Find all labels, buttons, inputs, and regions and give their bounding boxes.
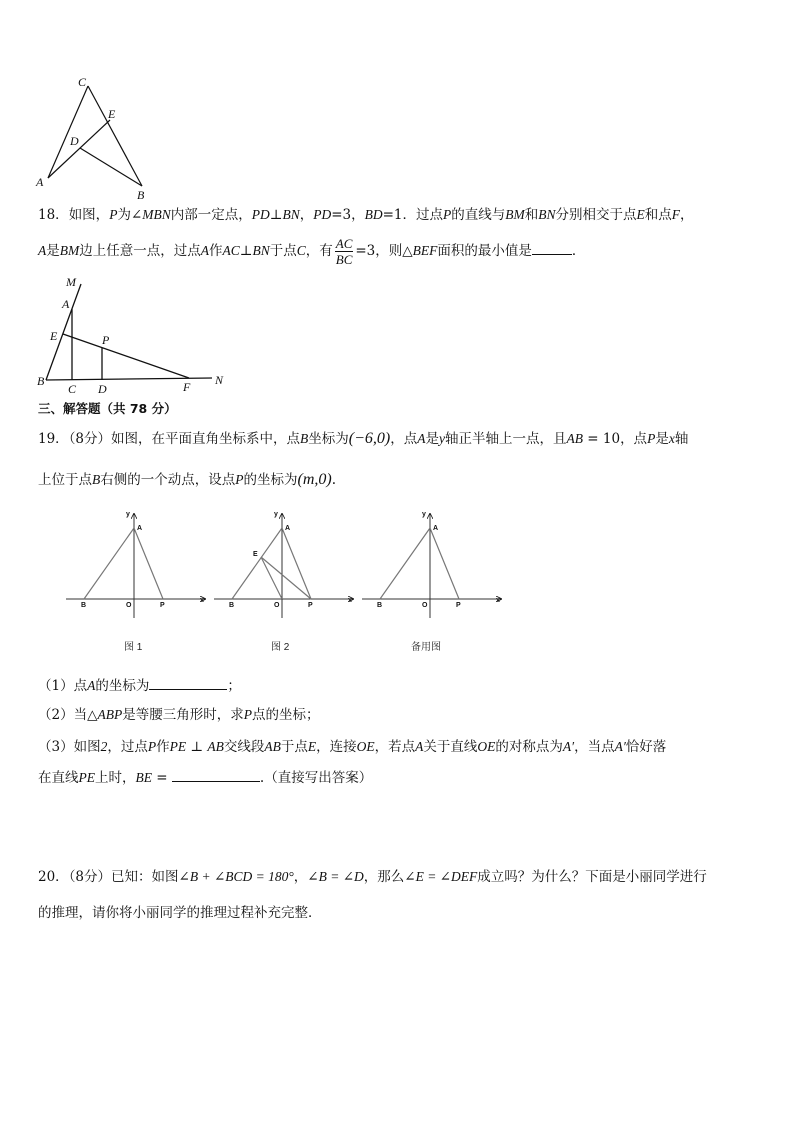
answer-blank-19-3[interactable] bbox=[172, 767, 260, 782]
fig3-label-a: A bbox=[433, 525, 439, 532]
fig2-label-o: O bbox=[274, 602, 280, 609]
q18-line-2: A是BM边上任意一点，过点A作AC⊥BN于点C，有 $\frac{AC}{BC}$ =3，则△BEF面积的最小值是 ． bbox=[38, 236, 586, 267]
label-e: E bbox=[50, 329, 58, 343]
segment-db bbox=[80, 148, 142, 186]
fraction-ac-bc: $\frac{AC}{BC}$ bbox=[335, 236, 353, 267]
label-d: D bbox=[70, 134, 79, 148]
label-c: C bbox=[68, 382, 77, 396]
fig2-label-y: y bbox=[274, 511, 278, 518]
q19-figures bbox=[60, 506, 510, 658]
label-b: B bbox=[137, 188, 145, 202]
label-b: B bbox=[37, 374, 45, 388]
fig1-label-o: O bbox=[126, 602, 132, 609]
answer-blank-19-1[interactable] bbox=[149, 675, 227, 690]
q19-sub-2: （2）当△ABP是等腰三角形时，求P点的坐标； bbox=[38, 707, 320, 723]
label-p: P bbox=[102, 333, 110, 347]
fig1-label-y: y bbox=[126, 511, 130, 518]
fig1-label-b: B bbox=[81, 602, 87, 609]
segment-ac bbox=[48, 86, 88, 178]
label-e: E bbox=[108, 107, 116, 121]
fig2-label-x: x bbox=[348, 597, 352, 604]
fig1-label-a: A bbox=[137, 525, 143, 532]
segment-cb bbox=[88, 86, 142, 186]
fig3-label-p: P bbox=[456, 602, 461, 609]
caption-figure-spare: 备用图 bbox=[411, 642, 441, 653]
label-c: C bbox=[78, 75, 87, 89]
label-f: F bbox=[183, 380, 191, 394]
segment-ae bbox=[48, 120, 110, 178]
q19-line-1: 19．（8分）如图，在平面直角坐标系中，点B坐标为(−6,0)，点A是y轴正半轴上一点，且AB = 10，点P是x轴 bbox=[38, 430, 689, 447]
fig3-label-o: O bbox=[422, 602, 428, 609]
q18-line-1: 18．如图，P为∠MBN内部一定点，PD⊥BN，PD=3，BD=1．过点P的直线与BM和BN分别相交于点E和点F， bbox=[38, 207, 694, 223]
fig2-label-a: A bbox=[285, 525, 291, 532]
q19-sub-3-line-1: （3）如图2，过点P作PE ⊥ AB交线段AB于点E，连接OE，若点A关于直线OE的对称点为A′，当点A′恰好落 bbox=[38, 739, 667, 755]
answer-blank-18[interactable] bbox=[532, 240, 572, 255]
section-3-heading: 三、解答题（共 78 分） bbox=[38, 401, 177, 416]
label-m: M bbox=[66, 275, 76, 289]
fig3-label-x: x bbox=[496, 597, 500, 604]
fig2-label-p: P bbox=[308, 602, 313, 609]
fig3-label-b: B bbox=[377, 602, 383, 609]
caption-figure-2: 图 2 bbox=[271, 642, 290, 653]
q18-figure bbox=[34, 274, 234, 398]
label-d: D bbox=[98, 382, 107, 396]
q19-line-2: 上位于点B右侧的一个动点，设点P的坐标为(m,0). bbox=[38, 471, 337, 488]
fig2-label-e: E bbox=[253, 551, 258, 558]
fig1-label-p: P bbox=[160, 602, 165, 609]
fig2-label-b: B bbox=[229, 602, 235, 609]
q20-line-2: 的推理，请你将小丽同学的推理过程补充完整． bbox=[38, 905, 322, 921]
fig1-label-x: x bbox=[200, 597, 204, 604]
q20-line-1: 20．（8分）已知：如图∠B + ∠BCD = 180°，∠B = ∠D，那么∠E = ∠DEF成立吗？为什么？下面是小丽同学进行 bbox=[38, 869, 707, 885]
figure-spare bbox=[362, 511, 501, 653]
q19-sub-1: （1）点A的坐标为 ； bbox=[38, 675, 241, 696]
label-a: A bbox=[36, 175, 44, 189]
segment-ef bbox=[63, 334, 189, 378]
figure-1 bbox=[66, 511, 205, 653]
fig3-label-y: y bbox=[422, 511, 426, 518]
label-a: A bbox=[62, 297, 70, 311]
q17-triangle-figure bbox=[30, 72, 160, 204]
label-n: N bbox=[215, 373, 224, 387]
q19-sub-3-line-2: 在直线PE上时，BE = .（直接写出答案） bbox=[38, 767, 372, 788]
caption-figure-1: 图 1 bbox=[124, 642, 143, 653]
figure-2 bbox=[214, 511, 353, 653]
